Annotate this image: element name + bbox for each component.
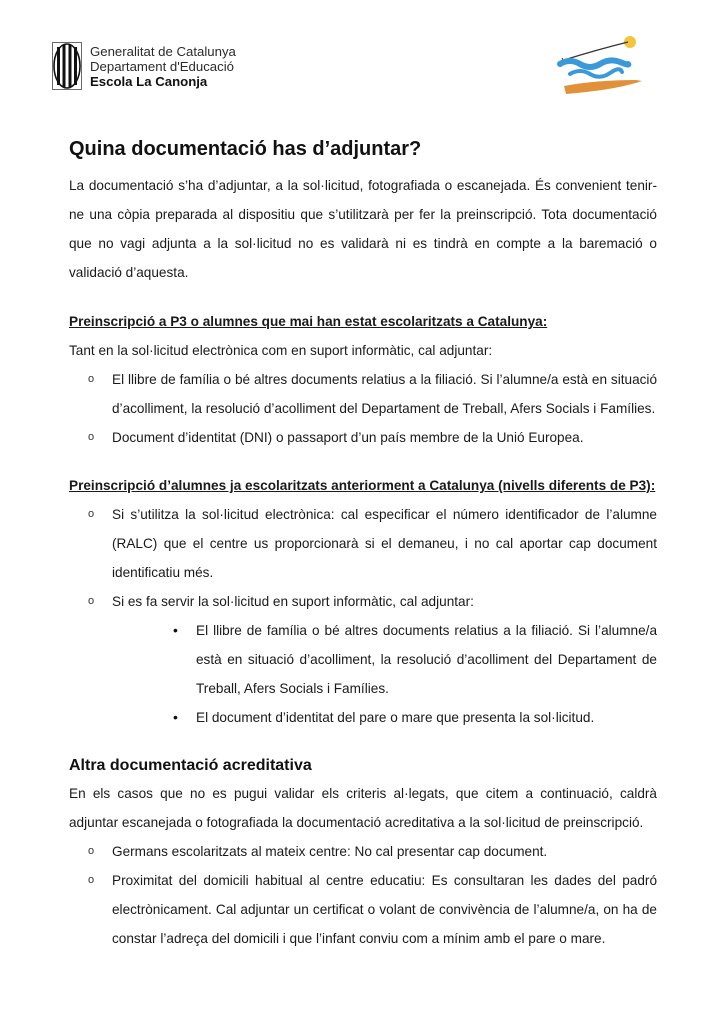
bullet-icon: • [173, 622, 178, 638]
list-item [69, 866, 657, 953]
intro-paragraph: La documentació s’ha d’adjuntar, a la sol·licitud, fotografiada o escanejada. És convenient tenir-ne una còpia preparada al dispositiu que s’utilitzarà per fer la preinscripció. Tota documentació que no vagi adjunta a la sol·licitud no es validarà ni es tindrà en compte a la baremació o validació d’aquesta. [69, 178, 657, 280]
list-item [69, 365, 657, 423]
list-item [69, 500, 657, 587]
section-accreditation-list [69, 837, 657, 953]
bullet-icon: • [173, 709, 178, 725]
list-item [69, 837, 657, 866]
section-p3-list [69, 365, 657, 452]
section-other-levels-list [69, 500, 657, 616]
org-line-department: Departament d'Educació [90, 58, 235, 74]
section-accreditation-intro: En els casos que no es pugui validar els criteris al·legats, que citem a continuació, caldrà adjuntar escanejada o fotografiada la documentació acreditativa a la sol·licitud de preinscripció. [69, 786, 657, 830]
list-item-text: Proximitat del domicili habitual al centre educatiu: Es consultaran les dades del padró electrònicament. Cal adjuntar un certificat o volant de convivència de l’alumne/a, on ha de constar l’adreça del domicili i que l’infant conviu com a mínim amb el pare o mare. [112, 873, 657, 946]
list-item [69, 587, 657, 616]
circle-bullet-icon: o [88, 595, 95, 607]
list-item-text: Document d’identitat (DNI) o passaport d’un país membre de la Unió Europea. [112, 430, 584, 445]
school-name: Escola La Canonja [90, 73, 208, 89]
list-item-text: Germans escolaritzats al mateix centre: No cal presentar cap document. [112, 844, 548, 859]
section-p3-heading: Preinscripció a P3 o alumnes que mai han estat escolaritzats a Catalunya: [69, 314, 548, 329]
school-logo-icon [556, 36, 668, 106]
list-item-text: Si es fa servir la sol·licitud en suport informàtic, cal adjuntar: [112, 594, 474, 609]
page-title: Quina documentació has d’adjuntar? [69, 138, 422, 160]
document-body [69, 134, 657, 953]
sub-list-item [69, 703, 657, 732]
circle-bullet-icon: o [88, 845, 95, 857]
generalitat-header [52, 40, 236, 92]
sub-list-item-text: El llibre de família o bé altres documents relatius a la filiació. Si l’alumne/a està en situació d’acolliment, la resolució d’acolliment del Departament de Treball, Afers Socials i Famílies. [196, 623, 657, 696]
circle-bullet-icon: o [88, 431, 95, 443]
circle-bullet-icon: o [88, 874, 95, 886]
generalitat-shield-icon [52, 42, 82, 90]
circle-bullet-icon: o [88, 373, 95, 385]
circle-bullet-icon: o [88, 508, 95, 520]
list-item-text: Si s’utilitza la sol·licitud electrònica: cal especificar el número identificador de l’alumne (RALC) que el centre us proporcionarà si el demaneu, i no cal aportar cap document identificatiu més. [112, 507, 657, 580]
section-other-levels-sublist [69, 616, 657, 732]
org-line-generalitat: Generalitat de Catalunya [90, 43, 236, 59]
section-p3-lead: Tant en la sol·licitud electrònica com en suport informàtic, cal adjuntar: [69, 343, 493, 358]
sub-list-item [69, 616, 657, 703]
list-item [69, 423, 657, 452]
section-accreditation-heading: Altra documentació acreditativa [69, 757, 312, 774]
section-other-levels-heading: Preinscripció d’alumnes ja escolaritzats anteriorment a Catalunya (nivells diferents de P3): [69, 478, 656, 493]
sub-list-item-text: El document d’identitat del pare o mare que presenta la sol·licitud. [196, 710, 595, 725]
list-item-text: El llibre de família o bé altres documents relatius a la filiació. Si l’alumne/a està en situació d’acolliment, la resolució d’acolliment del Departament de Treball, Afers Socials i Famílies. [112, 372, 657, 416]
